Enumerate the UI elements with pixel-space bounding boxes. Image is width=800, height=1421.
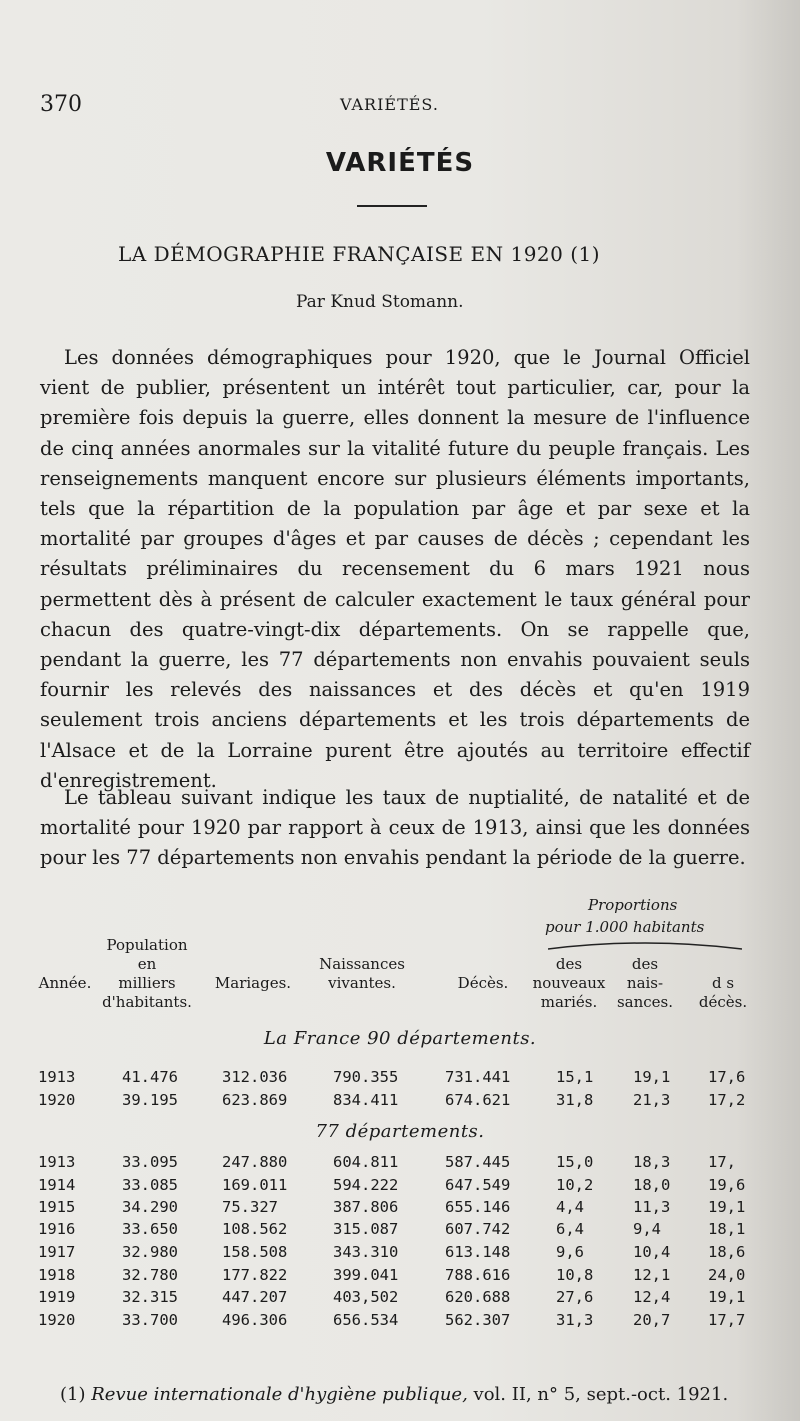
cell-nuptiality: 10,8 xyxy=(556,1266,594,1284)
header-line: d'habitants. xyxy=(102,993,192,1011)
cell-population: 34.290 xyxy=(122,1198,178,1216)
cell-mortality: 19,1 xyxy=(708,1198,746,1216)
table-group-label: La France 90 départements. xyxy=(263,1028,537,1049)
cell-nuptiality: 10,2 xyxy=(556,1176,594,1194)
cell-natality: 21,3 xyxy=(633,1091,671,1109)
table-row xyxy=(0,1220,800,1242)
cell-births: 604.811 xyxy=(333,1153,399,1171)
cell-deaths: 788.616 xyxy=(445,1266,511,1284)
table-row xyxy=(0,1266,800,1288)
proportions-sublabel: pour 1.000 habitants xyxy=(545,918,705,936)
cell-mortality: 18,6 xyxy=(708,1243,746,1261)
page-number: 370 xyxy=(40,92,82,117)
table-row xyxy=(0,1311,800,1333)
paragraph-text: Le tableau suivant indique les taux de nuptialité, de natalité et de mortalité pour 1920 par rapport à ceux de 1913, ainsi que les données pour les 77 départements non envahis pendant la période de la guerre. xyxy=(40,786,750,870)
cell-year: 1918 xyxy=(38,1266,76,1284)
cell-nuptiality: 15,0 xyxy=(556,1153,594,1171)
cell-year: 1917 xyxy=(38,1243,76,1261)
cell-deaths: 562.307 xyxy=(445,1311,511,1329)
cell-year: 1913 xyxy=(38,1068,76,1086)
cell-mortality: 24,0 xyxy=(708,1266,746,1284)
cell-natality: 11,3 xyxy=(633,1198,671,1216)
cell-marriages: 177.822 xyxy=(222,1266,288,1284)
running-header xyxy=(40,92,800,122)
cell-nuptiality: 31,3 xyxy=(556,1311,594,1329)
header-line: nais- xyxy=(626,974,664,992)
cell-deaths: 620.688 xyxy=(445,1288,511,1306)
cell-nuptiality: 27,6 xyxy=(556,1288,594,1306)
header-line: décès. xyxy=(698,993,748,1011)
cell-births: 315.087 xyxy=(333,1220,399,1238)
cell-mortality: 17,6 xyxy=(708,1068,746,1086)
cell-population: 32.780 xyxy=(122,1266,178,1284)
cell-year: 1915 xyxy=(38,1198,76,1216)
cell-nuptiality: 6,4 xyxy=(556,1220,584,1238)
cell-natality: 19,1 xyxy=(633,1068,671,1086)
article-title: LA DÉMOGRAPHIE FRANÇAISE EN 1920 (1) xyxy=(118,242,601,266)
column-header-year: Année. xyxy=(38,974,92,992)
cell-population: 32.315 xyxy=(122,1288,178,1306)
cell-deaths: 731.441 xyxy=(445,1068,511,1086)
cell-nuptiality: 4,4 xyxy=(556,1198,584,1216)
cell-marriages: 108.562 xyxy=(222,1220,288,1238)
footnote-marker: (1) xyxy=(60,1384,86,1405)
title-rule xyxy=(357,205,427,207)
header-line: mariés. xyxy=(540,993,598,1011)
footnote xyxy=(60,1384,728,1405)
cell-year: 1913 xyxy=(38,1153,76,1171)
cell-deaths: 655.146 xyxy=(445,1198,511,1216)
cell-natality: 12,1 xyxy=(633,1266,671,1284)
column-header-nuptiality xyxy=(527,955,611,1012)
column-header-population xyxy=(98,936,196,1012)
cell-births: 594.222 xyxy=(333,1176,399,1194)
cell-births: 403,502 xyxy=(333,1288,399,1306)
cell-year: 1916 xyxy=(38,1220,76,1238)
paragraph-1 xyxy=(40,343,750,796)
cell-natality: 18,3 xyxy=(633,1153,671,1171)
cell-births: 834.411 xyxy=(333,1091,399,1109)
paragraph-2 xyxy=(40,783,750,874)
section-title: VARIÉTÉS xyxy=(325,148,475,178)
cell-population: 33.085 xyxy=(122,1176,178,1194)
running-title: VARIÉTÉS. xyxy=(340,95,439,114)
cell-marriages: 447.207 xyxy=(222,1288,288,1306)
column-header-deaths: Décès. xyxy=(457,974,509,992)
table-row xyxy=(0,1198,800,1220)
header-line: nouveaux xyxy=(532,974,606,992)
cell-mortality: 17,7 xyxy=(708,1311,746,1329)
cell-natality: 18,0 xyxy=(633,1176,671,1194)
cell-natality: 20,7 xyxy=(633,1311,671,1329)
cell-deaths: 674.621 xyxy=(445,1091,511,1109)
header-line: milliers xyxy=(118,974,176,992)
table-group-label: 77 départements. xyxy=(315,1121,485,1142)
cell-population: 33.095 xyxy=(122,1153,178,1171)
header-line: des xyxy=(555,955,583,973)
table-row xyxy=(0,1243,800,1265)
cell-population: 32.980 xyxy=(122,1243,178,1261)
cell-year: 1914 xyxy=(38,1176,76,1194)
header-line: des xyxy=(631,955,659,973)
header-line: vivantes. xyxy=(328,974,396,992)
column-header-marriages: Mariages. xyxy=(214,974,292,992)
cell-marriages: 169.011 xyxy=(222,1176,288,1194)
cell-births: 790.355 xyxy=(333,1068,399,1086)
column-header-natality xyxy=(612,955,678,1012)
table-row xyxy=(0,1091,800,1113)
cell-marriages: 75.327 xyxy=(222,1198,278,1216)
cell-nuptiality: 31,8 xyxy=(556,1091,594,1109)
cell-mortality: 18,1 xyxy=(708,1220,746,1238)
footnote-detail: vol. II, n° 5, sept.-oct. 1921. xyxy=(473,1384,729,1405)
cell-births: 399.041 xyxy=(333,1266,399,1284)
proportions-label: Proportions xyxy=(588,896,678,914)
cell-year: 1920 xyxy=(38,1091,76,1109)
cell-births: 343.310 xyxy=(333,1243,399,1261)
cell-deaths: 647.549 xyxy=(445,1176,511,1194)
cell-mortality: 17, xyxy=(708,1153,736,1171)
header-line: en xyxy=(137,955,157,973)
cell-marriages: 312.036 xyxy=(222,1068,288,1086)
cell-marriages: 247.880 xyxy=(222,1153,288,1171)
cell-population: 41.476 xyxy=(122,1068,178,1086)
cell-year: 1919 xyxy=(38,1288,76,1306)
header-line: sances. xyxy=(616,993,674,1011)
cell-deaths: 587.445 xyxy=(445,1153,511,1171)
cell-population: 33.700 xyxy=(122,1311,178,1329)
proportions-brace xyxy=(548,942,742,950)
column-header-births xyxy=(306,955,418,993)
paragraph-text: Les données démographiques pour 1920, que le Journal Officiel vient de publier, présentent un intérêt tout particulier, car, pour la première fois depuis la guerre, elles donnent la mesure de l'influence de cinq années anormales sur la vitalité future du peuple français. Les renseignements manquent encore sur plusieurs éléments importants, tels que la répartition de la population par âge et par sexe et la mortalité par groupes d'âges et par causes de décès ; cependant les résultats préliminaires du recensement du 6 mars 1921 nous permettent dès à présent de calculer exactement le taux général pour chacun des quatre-vingt-dix départements. On se rappelle que, pendant la guerre, les 77 départements non envahis pouvaient seuls fournir les relevés des naissances et des décès et qu'en 1919 seulement trois anciens départements et les trois départements de l'Alsace et de la Lorraine purent être ajoutés au territoire effectif d'enregistrement. xyxy=(40,346,750,792)
table-row xyxy=(0,1153,800,1175)
cell-nuptiality: 9,6 xyxy=(556,1243,584,1261)
cell-natality: 9,4 xyxy=(633,1220,661,1238)
table-row xyxy=(0,1068,800,1090)
cell-natality: 10,4 xyxy=(633,1243,671,1261)
cell-marriages: 158.508 xyxy=(222,1243,288,1261)
cell-year: 1920 xyxy=(38,1311,76,1329)
table-row xyxy=(0,1288,800,1310)
table-row xyxy=(0,1176,800,1198)
cell-population: 39.195 xyxy=(122,1091,178,1109)
header-line: Naissances xyxy=(319,955,405,973)
cell-deaths: 607.742 xyxy=(445,1220,511,1238)
column-header-mortality xyxy=(690,974,756,1012)
cell-mortality: 19,1 xyxy=(708,1288,746,1306)
cell-deaths: 613.148 xyxy=(445,1243,511,1261)
header-line: Population xyxy=(106,936,188,954)
article-byline: Par Knud Stomann. xyxy=(296,292,464,312)
cell-births: 387.806 xyxy=(333,1198,399,1216)
footnote-source: Revue internationale d'hygiène publique, xyxy=(91,1384,468,1405)
cell-marriages: 496.306 xyxy=(222,1311,288,1329)
cell-mortality: 19,6 xyxy=(708,1176,746,1194)
cell-births: 656.534 xyxy=(333,1311,399,1329)
cell-mortality: 17,2 xyxy=(708,1091,746,1109)
cell-marriages: 623.869 xyxy=(222,1091,288,1109)
header-line: d s xyxy=(711,974,735,992)
cell-population: 33.650 xyxy=(122,1220,178,1238)
cell-nuptiality: 15,1 xyxy=(556,1068,594,1086)
cell-natality: 12,4 xyxy=(633,1288,671,1306)
